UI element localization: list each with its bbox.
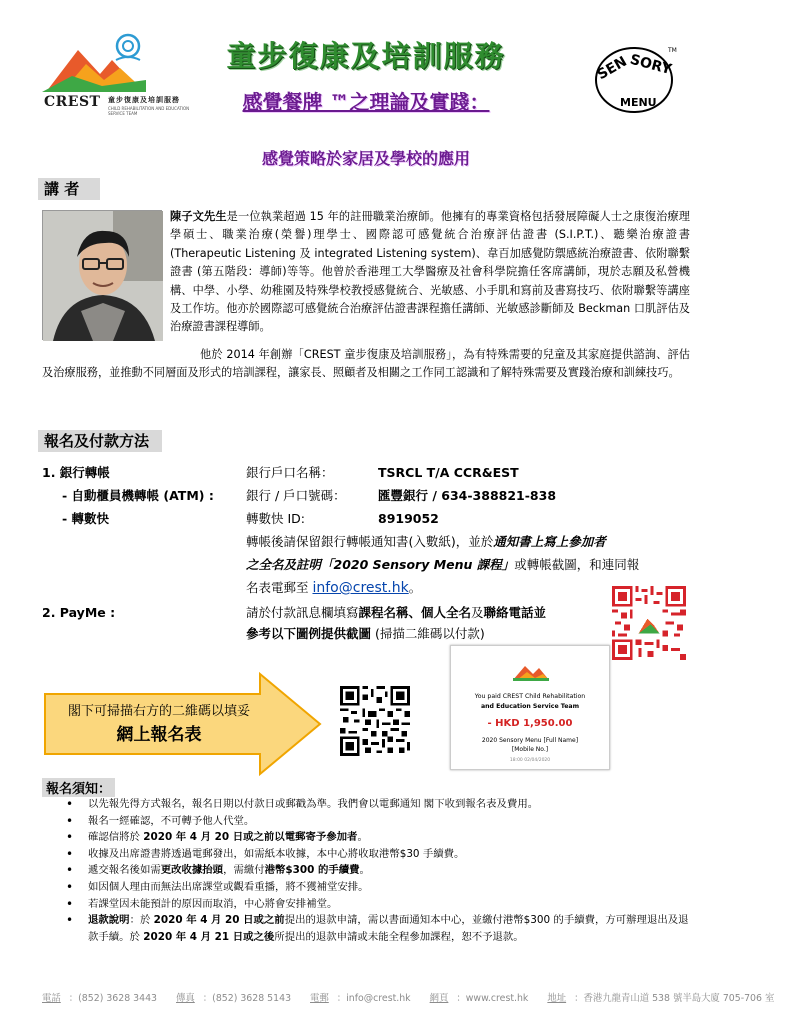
payme-instruction-1: 請於付款訊息欄填寫課程名稱、個人全名及聯絡電話並 xyxy=(246,605,547,620)
footer-website[interactable]: 網頁 ：www.crest.hk xyxy=(429,993,529,1004)
footer-address: 地址 ：香港九龍青山道 538 號半島大廈 705-706 室 xyxy=(547,993,775,1004)
receipt-paid-text: You paid CREST Child Rehabilitation and Education Service Team xyxy=(474,693,586,710)
account-name-label: 銀行戶口名稱： xyxy=(246,465,334,480)
list-item: • 收據及出席證書將透過電郵發出，如需紙本收據，本中心將收取港幣$30 手續費。 xyxy=(66,846,696,863)
speaker-name: 陳子文先生 xyxy=(170,210,227,223)
sensory-logo-menu: MENU xyxy=(620,96,657,109)
account-name: TSRCL T/A CCR&EST xyxy=(378,465,519,480)
fps-id: 8919052 xyxy=(378,511,439,526)
notes-heading: 報名須知： xyxy=(42,778,115,797)
crest-mountain-icon xyxy=(42,30,190,94)
speaker-bio-text: 是一位執業超過 15 年的註冊職業治療師。他擁有的專業資格包括發展障礙人士之康復治療理學碩士、職業治療(榮譽)理學士、國際認可感覺統合治療評估證書 (S.I.P.T.)、聽樂治療證書 (Therapeutic Listening 及 integrated Listening system)、韋百加感覺防禦感統治療證書、依附聯繫證書 (第五階段：導師)等等。他曾於香港理工大學醫療及社會科學院擔任客席講師，現於志願及私營機構、中學、小學、幼稚園及特殊學校教授感覺統合、光敏感、小手肌和寫前及書寫技巧、依附聯繫等講座及工作坊。他亦於國際認可感覺統合治療評估證書課程擔任講師、光敏感診斷師及 Beckman 口肌評估及治療證書課程導師。 xyxy=(170,210,690,334)
list-item: • 確認信將於 2020 年 4 月 20 日或之前以電郵寄予參加者。 xyxy=(66,829,696,846)
receipt-logo-icon xyxy=(513,660,549,682)
page-title: 童步復康及培訓服務 xyxy=(226,39,506,73)
bank-transfer-label: 1. 銀行轉帳 xyxy=(42,465,110,480)
account-no-label: 銀行 / 戶口號碼： xyxy=(246,488,346,503)
list-item: • 退款說明：於 2020 年 4 月 20 日或之前提出的退款申請，需以書面通知本中心，並繳付港幣$300 的手續費，方可辦理退出及退款手續。於 2020 年 4 月 21 日或之後所提出的退款申請或未能全程參加課程，恕不予退款。 xyxy=(66,912,696,945)
list-item: • 如因個人理由而無法出席課堂或觀看重播，將不獲補堂安排。 xyxy=(66,879,696,896)
payme-receipt-example xyxy=(450,645,610,770)
payme-label: 2. PayMe : xyxy=(42,605,116,620)
speaker-bio xyxy=(170,208,690,337)
payme-qr-code[interactable] xyxy=(612,586,686,660)
speaker-bio-2: 他於 2014 年創辦「CREST 童步復康及培訓服務」，為有特殊需要的兒童及其家庭提供諮詢、評估及治療服務，並推動不同層面及形式的培訓課程，讓家長、照顧者及相關之工作同工認識和了解特殊需要及實踐治療和訓練技巧。 xyxy=(42,348,690,380)
list-item: • 以先報先得方式報名，報名日期以付款日或郵戳為準。我們會以電郵通知 閣下收到報名表及費用。 xyxy=(66,796,696,813)
speaker-heading: 講 者 xyxy=(38,178,100,200)
transfer-instruction-2: 之全名及註明「2020 Sensory Menu 課程」或轉帳截圖，和連同報 xyxy=(246,557,640,572)
logo-english-name: CHILD REHABILITATION AND EDUCATION SERVICE TEAM xyxy=(108,106,190,116)
payme-instruction-2: 參考以下圖例提供截圖 (掃描二維碼以付款) xyxy=(246,626,485,641)
footer-contact xyxy=(42,990,775,1004)
receipt-message: 2020 Sensory Menu [Full Name] [Mobile No.] xyxy=(481,737,579,753)
list-item: • 若課堂因未能預計的原因而取消，中心將會安排補堂。 xyxy=(66,896,696,913)
sensory-logo-sory: SORY xyxy=(628,51,674,79)
receipt-amount: - HKD 1,950.00 xyxy=(487,718,573,729)
fps-id-label: 轉數快 ID: xyxy=(246,511,305,526)
list-item: • 遞交報名後如需更改收據抬頭，需繳付港幣$300 的手續費。 xyxy=(66,862,696,879)
footer-tel: 電話 ：(852) 3628 3443 xyxy=(42,993,158,1004)
page-subtitle-2: 感覺策略於家居及學校的應用 xyxy=(261,149,470,168)
logo-chinese-name: 童步復康及培訓服務 xyxy=(108,96,180,104)
notes-list xyxy=(66,796,696,945)
transfer-instruction-1: 轉帳後請保留銀行轉帳通知書(入數紙)，並於通知書上寫上參加者 xyxy=(246,534,606,549)
transfer-instruction-3: 名表電郵至 info@crest.hk。 xyxy=(246,580,422,596)
fps-label: - 轉數快 xyxy=(62,511,110,526)
atm-label: - 自動櫃員機轉帳 (ATM) : xyxy=(62,488,214,503)
signup-qr-code[interactable] xyxy=(340,686,410,756)
account-no: 匯豐銀行 / 634-388821-838 xyxy=(378,488,557,503)
page-subtitle: 感覺餐牌 ™之理論及實踐： xyxy=(242,90,490,114)
receipt-timestamp: 18:00 02/04/2020 xyxy=(509,758,551,763)
email-link[interactable]: info@crest.hk xyxy=(312,580,409,596)
payment-heading: 報名及付款方法 xyxy=(38,430,162,452)
footer-email[interactable]: 電郵 ：info@crest.hk xyxy=(310,993,411,1004)
footer-fax: 傳真 ：(852) 3628 5143 xyxy=(176,993,292,1004)
signup-arrow-text: 閣下可掃描右方的二維碼以填妥 xyxy=(67,704,250,719)
sensory-menu-logo xyxy=(590,42,680,116)
sensory-logo-sen: SEN xyxy=(594,53,630,84)
speaker-photo xyxy=(42,210,162,340)
sensory-logo-tm: TM xyxy=(668,47,677,54)
logo-wordmark: CREST xyxy=(44,94,101,110)
list-item: • 報名一經確認，不可轉予他人代堂。 xyxy=(66,813,696,830)
crest-logo xyxy=(42,30,190,114)
signup-arrow-title: 網上報名表 xyxy=(116,725,202,745)
